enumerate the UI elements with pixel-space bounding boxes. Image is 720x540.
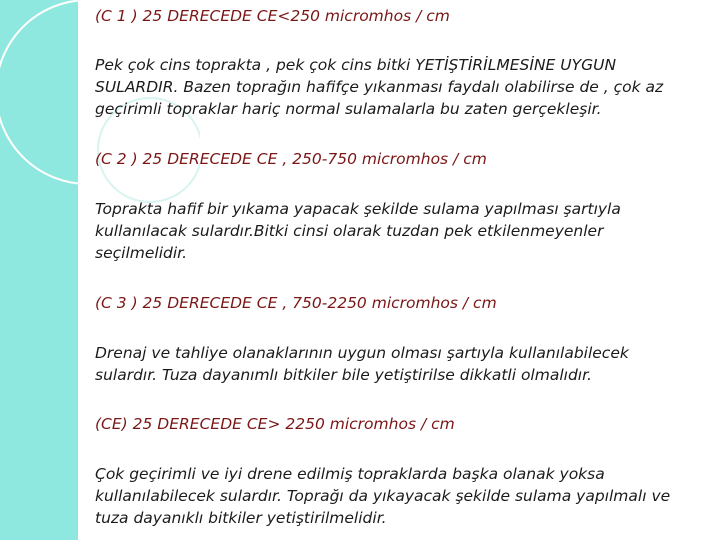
section-body-c3: Drenaj ve tahliye olanaklarının uygun olması şartıyla kullanılabilecek sulardır. Tuza dayanımlı bitkiler bile yetiştirilse dikkatli olmalıdır. — [95, 344, 629, 384]
section-body-c2: Toprakta hafif bir yıkama yapacak şekilde sulama yapılması şartıyla kullanılacak sulardır.Bitki cinsi olarak tuzdan pek etkilenmeyenler seçilmelidir. — [95, 200, 621, 262]
section-heading-ce: (CE) 25 DERECEDE CE> 2250 micromhos / cm — [95, 415, 455, 433]
section-heading-c2: (C 2 ) 25 DERECEDE CE , 250-750 micromhos / cm — [95, 150, 487, 168]
section-body-ce: Çok geçirimli ve iyi drene edilmiş topraklarda başka olanak yoksa kullanılabilecek sulardır. Toprağı da yıkayacak şekilde sulama yapılmalı ve tuza dayanıklı bitkiler yetiştirilmelidir. — [95, 465, 671, 527]
section-heading-c3: (C 3 ) 25 DERECEDE CE , 750-2250 micromhos / cm — [95, 294, 497, 312]
section-heading-c1: (C 1 ) 25 DERECEDE CE<250 micromhos / cm — [95, 7, 450, 25]
section-body-c1: Pek çok cins toprakta , pek çok cins bitki YETİŞTİRİLMESİNE UYGUN SULARDIR. Bazen toprağın hafifçe yıkanması faydalı olabilirse de , çok az geçirimli topraklar hariç normal sulamalarla bu zaten gerçekleşir. — [95, 56, 664, 118]
